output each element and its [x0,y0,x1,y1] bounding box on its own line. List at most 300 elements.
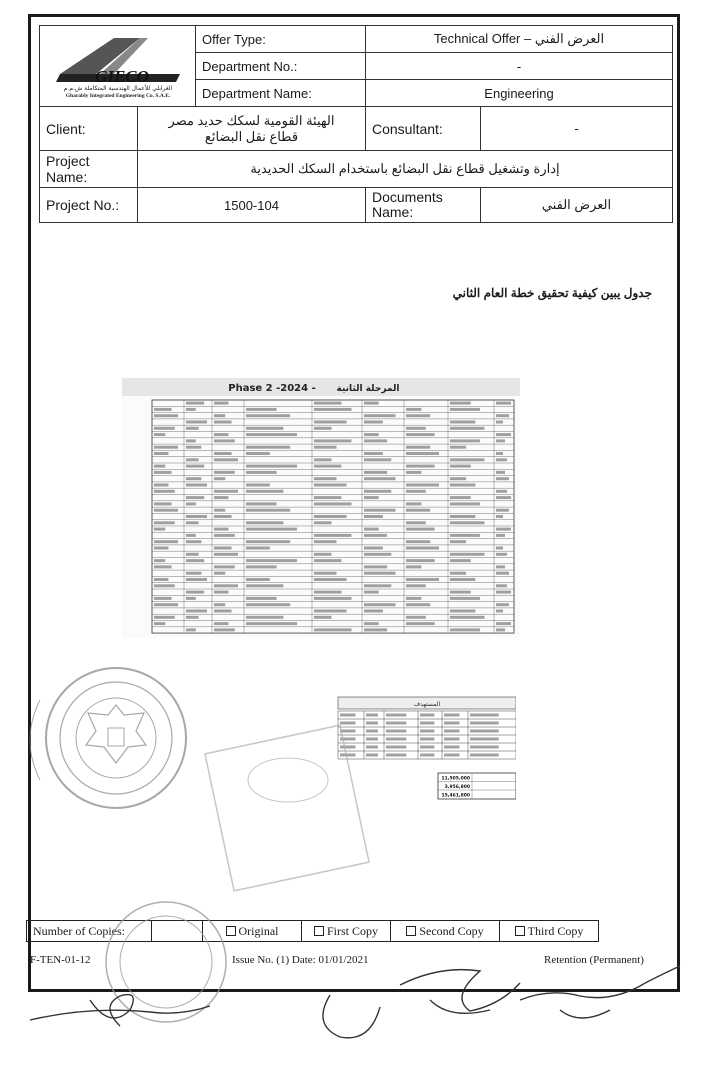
retention-info: Retention (Permanent) [544,954,644,966]
summary-cell-text [470,730,499,733]
phase-table-cell-text [154,521,175,524]
project-name-label: Project Name: [40,151,138,188]
phase-table-cell-text [186,484,207,487]
phase-table-cell-text [214,628,235,631]
phase-table-cell-text [214,490,238,493]
phase-table-cell-text [246,565,277,568]
phase-table-cell-text [450,559,471,562]
phase-table-cell-text [246,584,283,587]
phase-table-cell-text [186,427,199,430]
phase-table-cell-text [406,465,435,468]
phase-table-cell-text [450,496,471,499]
phase-table-cell-text [314,421,347,424]
phase-table-cell-text [154,603,178,606]
phase-table-cell-text [186,408,196,411]
phase-table-cell-text [186,439,196,442]
summary-cell-text [386,746,406,749]
summary-cell-text [420,746,434,749]
summary-cell-text [340,754,356,757]
phase-table-cell-text [450,572,466,575]
summary-cell-text [420,722,434,725]
phase-table-cell-text [314,477,337,480]
phase-table-cell-text [314,402,342,405]
phase-table-cell-text [186,553,199,556]
department-no-value: - [366,53,673,80]
documents-name-value: العرض الفني [481,188,673,223]
summary-cell-text [444,730,460,733]
phase-table-cell-text [314,610,347,613]
phase-table-cell-text [450,578,475,581]
phase-table-cell-text [314,628,352,631]
offer-type-label: Offer Type: [196,26,366,53]
department-name-value: Engineering [366,80,673,107]
department-name-label: Department Name: [196,80,366,107]
summary-cell-text [444,722,460,725]
phase-table-cell-text [406,565,421,568]
phase-table-cell-text [186,578,207,581]
phase-table-cell-text [364,572,396,575]
phase-table-cell-text [214,496,228,499]
phase-table-cell-text [246,578,270,581]
phase-table-cell-text [364,610,383,613]
phase-table-cell-text [214,547,232,550]
phase-table-cell-text [406,540,430,543]
form-code: F-TEN-01-12 [30,954,91,966]
phase-table-cell-text [186,597,196,600]
consultant-value: - [481,107,673,151]
summary-cell-text [386,754,406,757]
summary-cell-text [340,714,356,717]
phase-table-cell-text [186,610,207,613]
phase-table-cell-text [214,584,238,587]
intro-text: جدول يبين كيفية تحقيق خطة العام الثاني [452,286,652,300]
phase-table-title-en: Phase 2 -2024 - [228,383,316,394]
phase-table-cell-text [450,597,480,600]
summary-cell-text [470,738,499,741]
summary-cell-text [340,730,356,733]
phase-table-cell-text [186,458,199,461]
summary-cell-text [470,746,499,749]
phase-table-cell-text [214,433,228,436]
phase-table-cell-text [154,578,168,581]
phase-table-cell-text [314,534,352,537]
summary-cell-text [444,738,460,741]
copies-table [26,920,599,942]
phase-table-cell-text [496,433,511,436]
phase-table-cell-text [406,521,426,524]
phase-table-cell-text [186,559,204,562]
phase-table-cell-text [450,465,471,468]
project-no-label: Project No.: [40,188,138,223]
phase-table-cell-text [246,502,277,505]
phase-table-cell-text [154,433,165,436]
phase-table-cell-text [314,597,352,600]
phase-table-cell-text [246,547,270,550]
phase-table-cell-text [154,471,172,474]
phase-table-cell-text [406,547,439,550]
phase-table-cell-text [496,439,505,442]
phase-table-cell-text [186,502,196,505]
project-name-value: إدارة وتشغيل قطاع نقل البضائع باستخدام السكك الحديدية [138,151,673,188]
phase-table-cell-text [314,559,342,562]
phase-table-cell-text [314,572,337,575]
phase-table-cell-text [246,521,283,524]
phase-table-cell-text [154,565,172,568]
phase-table-cell-text [154,540,178,543]
phase-table-cell-text [450,408,480,411]
phase-table-cell-text [406,427,426,430]
phase-table-cell-text [406,603,430,606]
phase-table-cell-text [246,616,283,619]
summary-cell-text [470,754,499,757]
phase-table-cell-text [364,439,387,442]
phase-table-cell-text [214,553,238,556]
phase-table-cell-text [496,515,503,518]
phase-table-cell-text [154,622,165,625]
phase-table-cell-text [314,578,347,581]
phase-table-cell-text [214,509,225,512]
phase-table-cell-text [364,591,379,594]
phase-2-table-image [122,378,520,638]
phase-table-cell-text [450,477,466,480]
phase-table-cell-text [496,591,511,594]
phase-table-cell-text [496,458,507,461]
phase-table-cell-text [246,603,290,606]
third-copy-checkbox[interactable] [515,926,525,936]
phase-table-cell-text [186,515,207,518]
phase-table-cell-text [214,477,225,480]
phase-table-cell-text [364,496,379,499]
phase-table-cell-text [214,528,228,531]
phase-table-cell-text [364,565,387,568]
summary-table-title: المستهدف [413,701,441,708]
phase-table-cell-text [314,408,352,411]
phase-table-cell-text [246,427,283,430]
phase-table-cell-text [214,414,225,417]
phase-table-cell-text [496,572,509,575]
summary-cell-text [420,730,434,733]
phase-table-cell-text [246,490,283,493]
phase-table-cell-text [406,597,421,600]
phase-table-cell-text [246,484,270,487]
summary-cell-text [366,722,378,725]
phase-table-cell-text [496,490,507,493]
phase-table-cell-text [314,439,352,442]
phase-table-cell-text [214,439,235,442]
summary-table-graphic [312,695,516,805]
phase-table-cell-text [154,427,175,430]
phase-table-cell-text [364,458,391,461]
phase-table-cell-text [496,628,505,631]
summary-cell-text [470,714,499,717]
summary-total-1: 11,505,000 [441,776,470,782]
phase-table-cell-text [450,591,471,594]
phase-table-cell-text [364,433,379,436]
summary-cell-text [386,738,406,741]
phase-table-cell-text [246,559,297,562]
phase-table-cell-text [450,446,466,449]
phase-table-cell-text [154,502,172,505]
phase-table-cell-text [364,477,396,480]
phase-table-cell-text [214,565,235,568]
phase-table-cell-text [214,421,232,424]
summary-total-3: 15,461,800 [441,793,470,799]
phase-table-cell-text [450,484,475,487]
phase-table-cell-text [314,540,337,543]
phase-table-cell-text [406,433,435,436]
phase-table-cell-text [364,402,379,405]
phase-table-cell-text [314,446,337,449]
phase-table-graphic [122,378,520,638]
phase-table-cell-text [364,603,396,606]
phase-table-cell-text [364,509,396,512]
phase-table-cell-text [314,591,342,594]
phase-table-cell-text [214,572,225,575]
summary-total-2: 3,956,800 [444,785,470,790]
phase-table-cell-text [214,610,232,613]
phase-table-cell-text [314,484,347,487]
phase-table-cell-text [364,628,387,631]
phase-table-cell-text [246,452,270,455]
phase-table-cell-text [364,584,391,587]
phase-table-cell-text [246,408,277,411]
phase-table-cell-text [496,565,505,568]
phase-table-cell-text [314,427,332,430]
summary-cell-text [444,746,460,749]
offer-type-value: Technical Offer – العرض الفني [366,26,673,53]
phase-table-cell-text [246,414,290,417]
phase-table-cell-text [154,597,172,600]
phase-table-cell-text [450,402,471,405]
phase-table-cell-text [154,484,168,487]
phase-table-cell-text [496,496,511,499]
svg-text:GIECO: GIECO [95,66,149,86]
phase-table-cell-text [214,591,228,594]
phase-table-cell-text [496,452,503,455]
client-value [138,107,366,151]
phase-table-cell-text [406,559,435,562]
phase-table-cell-text [154,446,178,449]
phase-table-cell-text [406,616,426,619]
phase-table-cell-text [496,421,503,424]
summary-cell-text [386,722,406,725]
phase-table-cell-text [364,622,379,625]
phase-table-cell-text [364,534,387,537]
phase-table-cell-text [154,414,178,417]
copies-count-cell [152,921,203,942]
phase-table-cell-text [496,471,505,474]
department-no-label: Department No.: [196,53,366,80]
phase-table-cell-text [450,439,480,442]
client-value-line1: الهيئة القومية لسكك حديد مصر [168,112,335,128]
phase-table-cell-text [214,402,228,405]
phase-table-cell-text [450,534,480,537]
phase-table-cell-text [186,496,204,499]
number-of-copies-label: Number of Copies: [27,921,152,942]
phase-table-cell-text [186,446,201,449]
phase-table-cell-text [314,496,342,499]
phase-table-cell-text [314,465,342,468]
phase-table-cell-text [246,446,290,449]
phase-table-cell-text [154,490,175,493]
phase-table-cell-text [450,458,485,461]
company-logo [40,26,196,107]
summary-cell-text [444,714,460,717]
documents-name-label: Documents Name: [366,188,481,223]
phase-table-cell-text [214,622,228,625]
phase-table-title-ar: المرحلة الثانية [336,384,400,394]
phase-table-cell-text [406,578,439,581]
phase-table-cell-text [364,515,383,518]
phase-table-cell-text [186,465,204,468]
phase-table-cell-text [450,427,485,430]
summary-cell-text [340,746,356,749]
consultant-label: Consultant: [366,107,481,151]
second-copy-checkbox[interactable] [406,926,416,936]
header-table [39,25,673,223]
phase-table-cell-text [154,616,175,619]
phase-table-cell-text [314,616,332,619]
phase-table-cell-text [450,515,475,518]
summary-cell-text [444,754,460,757]
original-checkbox[interactable] [226,926,236,936]
phase-table-cell-text [496,603,509,606]
phase-table-cell-text [496,477,509,480]
third-copy-option[interactable]: Third Copy [500,921,599,942]
client-label: Client: [40,107,138,151]
phase-table-cell-text [364,421,383,424]
phase-table-cell-text [154,528,165,531]
issue-info: Issue No. (1) Date: 01/01/2021 [232,954,369,966]
phase-table-cell-text [186,628,196,631]
phase-table-cell-text [186,521,199,524]
phase-table-cell-text [406,484,439,487]
phase-table-cell-text [186,534,196,537]
phase-table-cell-text [450,521,485,524]
phase-table-cell-text [364,547,383,550]
phase-table-cell-text [450,421,475,424]
phase-table-cell-text [450,610,475,613]
phase-table-cell-text [406,584,426,587]
phase-table-cell-text [154,408,172,411]
phase-table-cell-text [406,408,421,411]
summary-cell-text [420,754,434,757]
phase-table-cell-text [406,622,435,625]
phase-table-cell-text [154,584,175,587]
phase-table-cell-text [496,402,511,405]
phase-table-cell-text [154,547,168,550]
phase-table-cell-text [364,414,396,417]
phase-table-cell-text [246,509,290,512]
summary-cell-text [386,730,406,733]
svg-text:الغرابلي للأعمال الهندسية المت: الغرابلي للأعمال الهندسية المتكاملة ش.م.م [63,84,173,92]
phase-table-cell-text [406,528,435,531]
phase-table-cell-text [496,553,507,556]
phase-table-cell-text [496,414,509,417]
phase-table-cell-text [496,584,507,587]
phase-table-cell-text [246,471,277,474]
phase-table-cell-text [186,402,204,405]
phase-table-cell-text [154,559,165,562]
phase-table-cell-text [154,452,168,455]
phase-table-cell-text [364,471,387,474]
phase-table-cell-text [406,452,439,455]
second-copy-option[interactable]: Second Copy [391,921,500,942]
phase-table-cell-text [186,477,201,480]
phase-table-cell-text [496,528,511,531]
phase-table-cell-text [406,502,421,505]
phase-table-cell-text [314,521,332,524]
phase-table-cell-text [406,471,421,474]
phase-table-cell-text [450,502,480,505]
phase-table-cell-text [154,465,165,468]
phase-table-cell-text [186,616,199,619]
client-value-line2: قطاع نقل البضائع [204,128,299,144]
summary-cell-text [366,754,378,757]
phase-table-cell-text [406,414,430,417]
phase-table-cell-text [496,509,509,512]
original-option[interactable]: Original [203,921,302,942]
first-copy-option[interactable]: First Copy [302,921,391,942]
phase-table-cell-text [314,553,332,556]
phase-table-cell-text [214,458,238,461]
phase-table-cell-text [406,446,430,449]
phase-table-cell-text [246,622,297,625]
phase-table-cell-text [214,534,235,537]
phase-table-cell-text [186,421,207,424]
phase-table-cell-text [154,509,178,512]
phase-table-cell-text [450,628,480,631]
phase-table-cell-text [214,515,232,518]
phase-table-cell-text [186,591,204,594]
summary-cell-text [420,738,434,741]
first-copy-checkbox[interactable] [314,926,324,936]
phase-table-cell-text [450,616,485,619]
summary-cell-text [366,746,378,749]
phase-table-cell-text [496,547,503,550]
summary-cell-text [470,722,499,725]
phase-table-cell-text [496,610,503,613]
phase-table-cell-text [496,534,505,537]
phase-table-cell-text [406,509,430,512]
phase-table-cell-text [364,490,391,493]
summary-cell-text [340,722,356,725]
phase-table-cell-text [364,452,383,455]
phase-table-cell-text [450,553,485,556]
phase-table-cell-text [364,528,379,531]
summary-cell-text [366,738,378,741]
phase-table-cell-text [246,528,297,531]
phase-table-cell-text [314,515,347,518]
phase-table-cell-text [314,502,352,505]
phase-table-cell-text [406,490,426,493]
phase-table-cell-text [246,597,277,600]
phase-table-cell-text [364,553,391,556]
phase-table-cell-text [496,622,511,625]
phase-table-cell-text [246,433,297,436]
summary-cell-text [420,714,434,717]
phase-table-cell-text [214,603,225,606]
phase-table-cell-text [186,540,201,543]
gieco-logo-icon [40,30,196,100]
phase-table-cell-text [314,458,332,461]
summary-cell-text [340,738,356,741]
summary-cell-text [386,714,406,717]
phase-table-cell-text [214,452,232,455]
summary-table-image [312,695,516,805]
phase-table-cell-text [450,540,466,543]
svg-text:Gharably Integrated Engineerin: Gharably Integrated Engineering Co. S.A.E. [65,92,171,99]
